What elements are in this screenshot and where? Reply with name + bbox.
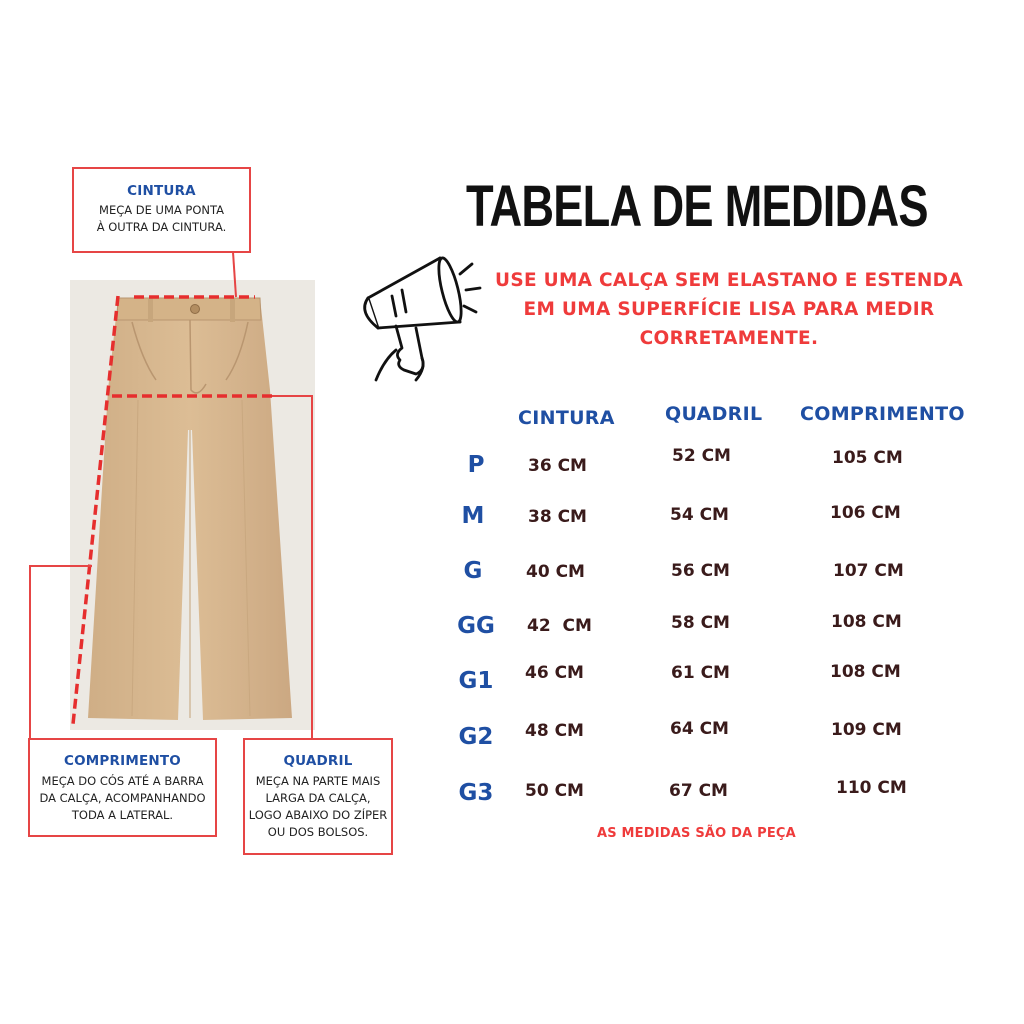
cell-comprimento: 105 CM	[832, 448, 903, 468]
cell-comprimento: 107 CM	[833, 561, 904, 581]
callout-cintura	[72, 167, 251, 253]
size-label: M	[461, 503, 485, 529]
callout-cintura-line: MEÇA DE UMA PONTA	[99, 203, 224, 217]
cell-quadril: 52 CM	[672, 446, 731, 466]
callout-quadril-line: OU DOS BOLSOS.	[267, 825, 369, 839]
callout-quadril-line: LARGA DA CALÇA,	[265, 791, 371, 805]
cell-cintura: 46 CM	[525, 663, 584, 683]
callout-comprimento	[28, 738, 217, 837]
cell-comprimento: 110 CM	[836, 778, 907, 798]
cell-comprimento: 108 CM	[831, 612, 902, 632]
size-label: P	[467, 452, 485, 478]
size-label: G3	[458, 780, 494, 806]
callout-quadril-title: QUADRIL	[283, 753, 353, 769]
callout-comprimento-line: TODA A LATERAL.	[71, 808, 174, 822]
size-label: G2	[458, 724, 494, 750]
cell-quadril: 61 CM	[671, 663, 730, 683]
cell-quadril: 54 CM	[670, 505, 729, 525]
callout-cintura-title: CINTURA	[127, 183, 196, 199]
callout-quadril-line: MEÇA NA PARTE MAIS	[255, 774, 381, 788]
megaphone-icon	[356, 250, 486, 385]
cell-comprimento: 108 CM	[830, 662, 901, 682]
header-comprimento: COMPRIMENTO	[800, 403, 965, 425]
callout-quadril-line: LOGO ABAIXO DO ZÍPER	[248, 808, 388, 822]
footnote: AS MEDIDAS SÃO DA PEÇA	[597, 826, 796, 841]
instruction-text: USE UMA CALÇA SEM ELASTANO E ESTENDA EM UMA SUPERFÍCIE LISA PARA MEDIR CORRETAMENTE.	[495, 270, 963, 349]
cell-cintura: 40 CM	[526, 562, 585, 582]
callout-comprimento-line: MEÇA DO CÓS ATÉ A BARRA	[41, 774, 204, 788]
callout-comprimento-line: DA CALÇA, ACOMPANHANDO	[39, 791, 206, 805]
cell-comprimento: 109 CM	[831, 720, 902, 740]
cell-cintura: 50 CM	[525, 781, 584, 801]
header-quadril: QUADRIL	[665, 403, 763, 425]
cell-quadril: 64 CM	[670, 719, 729, 739]
cell-quadril: 67 CM	[669, 781, 728, 801]
page-title: TABELA DE MEDIDAS	[466, 174, 928, 239]
cell-comprimento: 106 CM	[830, 503, 901, 523]
cell-cintura: 36 CM	[528, 456, 587, 476]
callout-quadril	[243, 738, 393, 855]
cell-cintura: 38 CM	[528, 507, 587, 527]
cell-quadril: 58 CM	[671, 613, 730, 633]
size-label: G	[463, 558, 483, 584]
size-label: GG	[457, 613, 495, 639]
cell-quadril: 56 CM	[671, 561, 730, 581]
cell-cintura: 42 CM	[527, 616, 592, 636]
cell-cintura: 48 CM	[525, 721, 584, 741]
size-label: G1	[458, 668, 494, 694]
header-cintura: CINTURA	[518, 407, 615, 429]
callout-cintura-line: À OUTRA DA CINTURA.	[96, 220, 227, 234]
callout-comprimento-title: COMPRIMENTO	[64, 753, 181, 769]
